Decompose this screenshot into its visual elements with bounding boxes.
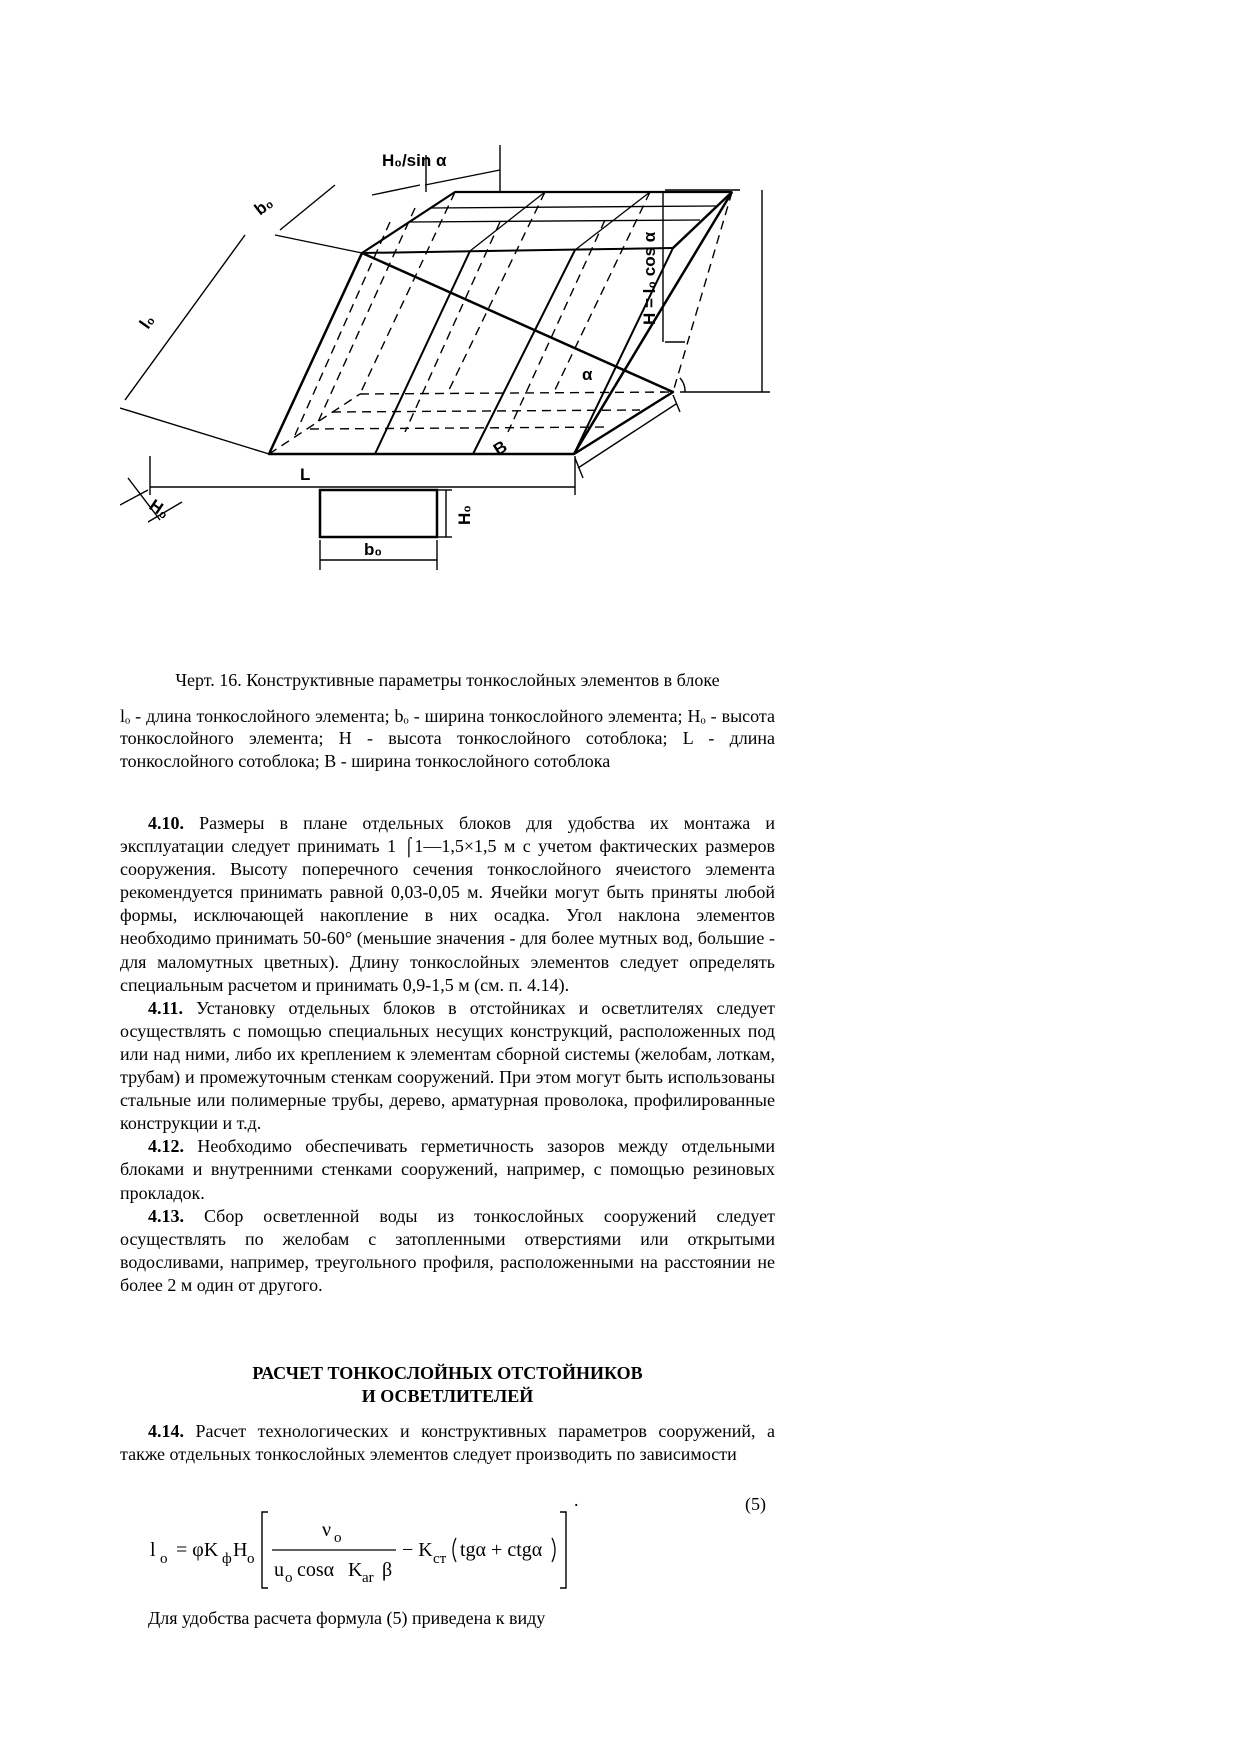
label-l0: l₀ <box>135 311 159 333</box>
label-b: B <box>490 436 511 460</box>
paragraph-text: Необходимо обеспечивать герметичность зазоров между отдельными блоками и внутренними стенками сооружений, например, с помощью резиновых прокладок. <box>120 1136 775 1203</box>
section-rectangle <box>320 490 437 537</box>
eq-den-beta: β <box>382 1559 393 1581</box>
label-h0: H₀ <box>145 495 173 523</box>
paragraph-text: Размеры в плане отдельных блоков для удобства их монтажа и эксплуатации следует принимать 1 ⌠1—1,5×1,5 м с учетом фактических размеров сооружения. Высоту поперечного сечения тонкослойного ячеистого элемента рекомендуется принимать равной 0,03-0,05 м. Ячейки могут быть приняты любой формы, исключающей накопление в них осадка. Угол наклона элементов необходимо принимать 50-60° (меньшие значения - для более мутных вод, большие - для маломутных цветных). Длину тонкослойных элементов следует определять специальным расчетом и принимать 0,9-1,5 м (см. п. 4.14). <box>120 813 775 995</box>
paragraph-4-11 <box>120 997 775 1136</box>
eq-phi-k: = φK <box>176 1539 219 1561</box>
paragraph-text: Сбор осветленной воды из тонкослойных сооружений следует осуществлять по желобам с затопленными отверстиями или открытыми водосливами, например, треугольного профиля, расположенными на расстоянии не более 2 м один от другого. <box>120 1205 775 1295</box>
paragraph-text: Расчет технологических и конструктивных параметров сооружений, а также отдельных тонкослойных элементов следует производить по зависимости <box>120 1421 775 1464</box>
paragraph-text: Установку отдельных блоков в отстойниках и осветлителях следует осуществлять с помощью специальных несущих конструкций, расположенных под или над ними, либо их креплением к элементам сборной системы (желобам, лоткам, трубам) и промежуточным стенкам сооружений. При этом могут быть использованы стальные или полимерные трубы, дерево, арматурная проволока, профилированные конструкции и т.д. <box>120 997 775 1134</box>
paragraph-number: 4.11. <box>148 997 184 1018</box>
figure-caption: Черт. 16. Конструктивные параметры тонкослойных элементов в блоке <box>175 670 720 690</box>
paragraph-4-14 <box>120 1420 775 1466</box>
eq-den-u-sub: o <box>285 1570 293 1586</box>
paragraph-number: 4.13. <box>148 1205 184 1226</box>
eq-numerator: ν <box>322 1519 332 1541</box>
eq-den-k-sub: ar <box>362 1570 374 1586</box>
label-alpha: α <box>582 365 593 384</box>
eq-den-k: K <box>348 1559 363 1581</box>
equation-number: (5) <box>745 1494 766 1514</box>
paragraph-4-13 <box>120 1205 775 1297</box>
eq-den-u: u <box>274 1559 284 1581</box>
paragraph-4-12 <box>120 1135 775 1204</box>
paragraph-number: 4.10. <box>148 813 184 833</box>
tube-settler-diagram <box>120 140 770 650</box>
body-paragraphs <box>120 812 775 1297</box>
paragraph-number: 4.12. <box>148 1136 184 1157</box>
figure-legend: lₒ - длина тонкослойного элемента; bₒ - ширина тонкослойного элемента; Hₒ - высота тонкослойного элемента; H - высота тонкослойного сотоблока; L - длина тонкослойного сотоблока; B - ширина тонкослойного сотоблока <box>120 706 775 771</box>
eq-h-sub: o <box>247 1551 255 1567</box>
eq-lhs: l <box>150 1539 156 1561</box>
label-section-b0: b₀ <box>364 540 383 559</box>
eq-numerator-sub: o <box>334 1530 342 1546</box>
paragraph-4-10 <box>120 812 775 997</box>
eq-phi-sub: ф <box>222 1551 232 1567</box>
eq-h: H <box>233 1539 248 1561</box>
equation-dot: . <box>574 1490 579 1510</box>
closing-line: Для удобства расчета формула (5) приведена к виду <box>148 1608 546 1628</box>
eq-lhs-sub: o <box>160 1551 168 1567</box>
section-heading-line-1: РАСЧЕТ ТОНКОСЛОЙНЫХ ОТСТОЙНИКОВ <box>252 1363 643 1383</box>
eq-k-sub: ст <box>433 1551 447 1567</box>
label-h-formula: H = l₀ cos α <box>640 231 659 325</box>
equation-5 <box>150 1500 610 1596</box>
label-h0-sin-alpha: H₀/sin α <box>382 151 447 170</box>
eq-minus-k: − K <box>402 1539 433 1561</box>
block-front-face <box>269 253 673 454</box>
section-heading-line-2: И ОСВЕТЛИТЕЛЕЙ <box>361 1386 534 1406</box>
label-section-h0: H₀ <box>455 505 474 525</box>
label-b0: b₀ <box>250 193 277 220</box>
label-l: L <box>300 465 311 484</box>
section-heading <box>120 1362 775 1408</box>
eq-trig: tgα + ctgα <box>460 1539 543 1561</box>
paragraph-number: 4.14. <box>148 1421 184 1441</box>
eq-den-cos: cosα <box>297 1559 335 1581</box>
